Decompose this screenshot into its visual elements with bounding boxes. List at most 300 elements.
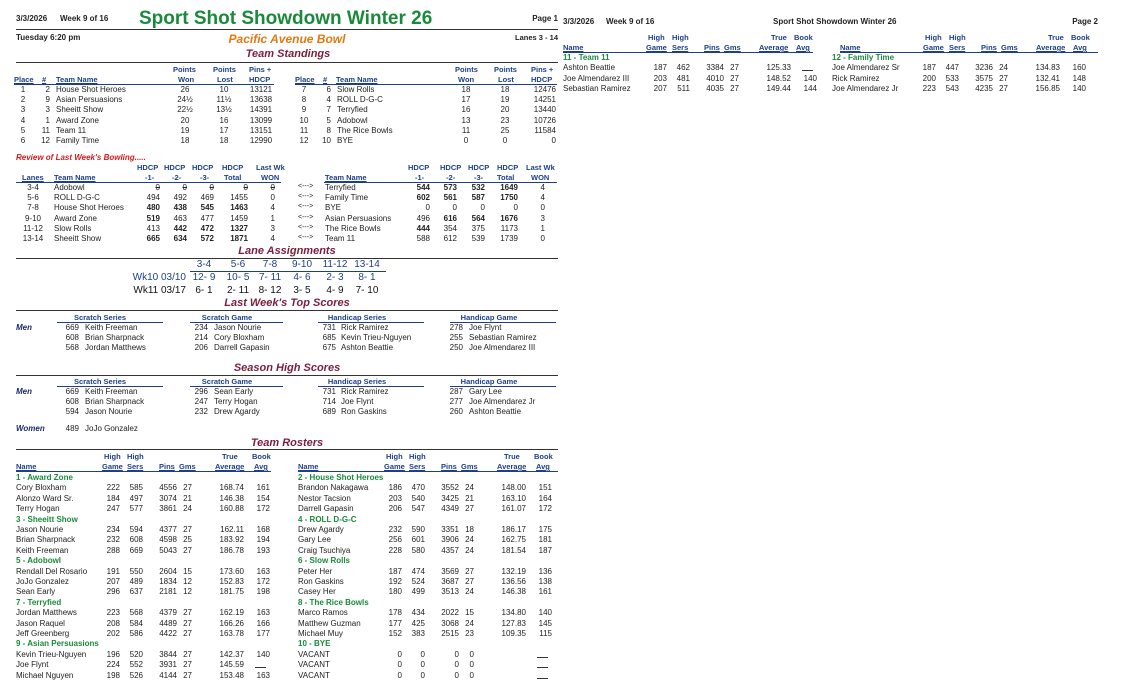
top-score-value: 568 [65,343,79,353]
review-score: 4 [270,234,275,243]
review-score: 4 [540,193,545,203]
lane-column-header: 11-12 [322,259,348,270]
col-header: High [104,452,121,461]
roster-high-game: 0 [397,649,402,659]
book-avg-blank [537,667,548,668]
review-team-name: Asian Persuasions [325,213,392,223]
lane-matchup: 7- 10 [355,285,379,296]
report-date: 3/3/2026 [563,17,595,26]
top-score-bowler: Joe Almendarez III [469,343,536,353]
roster-book-avg: 187 [538,545,552,555]
standing-points-won: 11 [461,125,471,135]
roster-games: 21 [465,493,474,503]
roster-pins: 3861 [159,504,177,514]
roster-average: 163.78 [219,629,244,638]
roster-high-game: 288 [106,545,120,555]
col-header: Pins [441,462,457,471]
col-header: High [949,33,966,42]
report-date: 3/3/2026 [16,14,48,23]
col-header: Gms [724,43,741,52]
roster-pins: 4235 [975,84,993,94]
roster-average: 132.19 [501,566,526,576]
score-column-header: Scratch Series [73,313,127,322]
col-header: -3- [474,173,484,182]
col-header: High [925,33,942,42]
score-column-header: Handicap Series [327,313,387,322]
roster-book-avg: 140 [1072,84,1086,94]
roster-high-game: 228 [388,545,402,555]
roster-average: 166.26 [219,618,244,628]
col-header: Average [1036,43,1066,52]
roster-pins: 3906 [441,535,459,545]
top-score-bowler: Rick Ramirez [341,387,389,396]
review-score: 1750 [500,193,518,203]
review-score: 588 [416,234,430,243]
roster-team-name: 9 - Asian Persuasions [16,639,99,649]
top-score-bowler: Joe Flynt [341,397,374,407]
review-score: 438 [173,203,187,213]
col-header: Name [840,43,861,52]
roster-games: 18 [465,525,474,534]
col-header: True [222,452,238,461]
standing-pins-hdcp: 14251 [533,95,556,105]
roster-pins: 4422 [159,629,177,638]
roster-bowler-name: Gary Lee [298,535,331,545]
roster-high-game: 206 [388,504,402,514]
col-header: Lost [217,75,233,84]
col-header: Place [295,75,315,84]
lane-matchup: 4- 9 [326,285,344,296]
men-label: Men [16,387,32,396]
roster-high-series: 499 [411,587,425,597]
roster-pins: 3687 [441,577,459,586]
col-header: Lanes [22,173,44,182]
roster-high-game: 196 [106,649,120,659]
book-avg-blank [802,70,813,71]
lane-column-header: 3-4 [196,259,212,270]
review-score: 1 [270,213,275,223]
roster-pins: 4489 [159,618,177,628]
roster-high-game: 152 [388,629,402,638]
roster-pins: 0 [454,670,459,680]
page-number: Page 1 [532,14,558,23]
top-score-bowler: Gary Lee [469,387,502,396]
review-score: 496 [416,213,430,223]
roster-bowler-name: VACANT [298,660,330,670]
roster-average: 186.17 [501,525,526,534]
roster-high-series: 590 [411,525,425,534]
roster-games: 27 [465,577,474,586]
review-score: 0 [452,203,457,213]
standing-team-name: BYE [337,136,354,145]
review-lanes: 11-12 [23,223,43,233]
roster-bowler-name: Keith Freeman [16,545,69,555]
lane-matchup: 8- 12 [258,285,282,296]
review-score: 375 [471,223,485,233]
roster-bowler-name: Drew Agardy [298,525,344,534]
standing-pins-hdcp: 12476 [533,85,556,94]
col-header: Avg [796,43,810,52]
col-header: High [672,33,689,42]
review-score: 1676 [500,213,518,223]
roster-bowler-name: Sean Early [16,587,56,597]
top-score-value: 608 [65,397,79,407]
standing-pins-hdcp: 13638 [249,95,273,105]
roster-bowler-name: Joe Almendarez Sr [832,63,900,73]
versus-arrow: <---> [298,193,314,201]
roster-average: 146.38 [501,587,526,597]
col-header: Team Name [336,75,378,84]
top-score-value: 489 [65,424,79,433]
roster-high-game: 191 [106,566,120,576]
roster-average: 152.83 [219,577,244,586]
roster-book-avg: 163 [256,670,270,680]
roster-high-series: 594 [129,525,143,534]
roster-average: 109.35 [501,629,526,638]
col-header: HDCP [249,75,271,84]
roster-high-series: 550 [129,566,143,576]
review-score: 463 [173,213,187,223]
roster-games: 27 [999,73,1008,83]
col-header: -1- [415,173,425,182]
review-lanes: 13-14 [22,234,44,243]
col-header: WON [261,173,280,182]
col-header: Book [1071,33,1090,42]
top-score-bowler: Kevin Trieu-Nguyen [341,333,412,343]
col-header: Place [14,75,34,84]
col-header: HDCP [531,75,553,84]
standing-pins-hdcp: 0 [551,136,556,145]
col-header: Pins + [249,65,272,74]
roster-high-game: 177 [388,618,402,628]
roster-high-game: 232 [388,525,402,534]
roster-pins: 4357 [441,545,459,555]
col-header: -3- [200,173,210,182]
col-header: Game [384,462,405,471]
review-score: 0 [155,183,160,192]
roster-high-game: 223 [106,608,120,618]
section-title-review: Review of Last Week's Bowling..... [16,153,146,162]
col-header: High [648,33,665,42]
top-score-value: 296 [194,387,208,396]
top-score-bowler: Ashton Beattie [341,343,394,353]
standing-number: 10 [322,136,331,145]
col-header: WON [531,173,550,182]
roster-bowler-name: Joe Flynt [16,660,49,670]
page-title: Sport Shot Showdown Winter 26 [773,17,897,26]
roster-high-game: 203 [653,73,667,83]
divider [450,386,556,387]
col-header: True [1048,33,1064,42]
roster-book-avg: 193 [256,545,270,555]
standing-team-name: House Shot Heroes [56,85,126,94]
book-avg-blank [537,678,548,679]
col-header: Average [497,462,527,471]
roster-book-avg: 163 [256,566,270,576]
standing-points-won: 24½ [177,95,193,105]
top-score-value: 255 [449,333,463,343]
roster-average: 145.59 [219,660,244,670]
roster-book-avg: 148 [1072,73,1086,83]
roster-average: 153.48 [219,670,244,680]
roster-bowler-name: Sebastian Ramirez [563,84,631,94]
col-header: HDCP [137,163,159,172]
roster-games: 24 [465,535,474,545]
col-header: Team Name [54,173,96,182]
col-header: Gms [179,462,196,471]
standing-number: 2 [45,85,50,94]
standing-place: 3 [20,105,26,115]
versus-arrow: <---> [298,203,314,211]
review-team-name: Award Zone [54,213,97,223]
book-avg-blank [537,657,548,658]
roster-book-avg: 161 [538,587,552,597]
roster-high-series: 580 [411,545,425,555]
roster-high-series: 552 [129,660,143,670]
score-column-header: Scratch Series [73,377,127,386]
review-score: 0 [209,183,214,192]
week-label: Week 9 of 16 [60,14,109,23]
review-lanes: 7-8 [27,203,39,213]
roster-bowler-name: Joe Almendarez Jr [832,84,899,94]
col-header: Pins [159,462,175,471]
roster-bowler-name: JoJo Gonzalez [16,577,69,586]
roster-average: 181.75 [219,587,244,597]
col-header: Points [455,65,478,74]
standing-points-won: 18 [180,136,190,145]
review-team-name: Slow Rolls [54,223,92,233]
standing-points-lost: 18 [219,136,229,145]
roster-average: 149.44 [766,84,791,94]
review-score: 587 [471,193,485,203]
review-score: 480 [146,203,160,213]
score-column-header: Scratch Game [201,377,253,386]
roster-average: 125.33 [766,63,791,73]
review-score: 1173 [500,223,518,233]
roster-high-series: 470 [411,483,425,493]
standing-points-lost: 23 [500,115,510,125]
roster-games: 15 [465,608,474,618]
roster-high-game: 184 [106,493,120,503]
top-score-bowler: Sebastian Ramirez [469,333,537,343]
col-header: Book [534,452,553,461]
roster-team-name: 1 - Award Zone [16,473,73,482]
roster-high-game: 232 [106,535,120,545]
roster-games: 27 [465,504,474,514]
roster-high-game: 207 [106,577,120,586]
top-score-value: 685 [322,333,336,343]
roster-book-avg: 172 [538,504,552,514]
standing-team-name: Adobowl [337,115,368,125]
roster-high-series: 425 [411,618,425,628]
review-score: 572 [200,234,214,243]
review-lanes: 3-4 [27,183,39,192]
roster-book-avg: 168 [256,525,270,534]
section-title-season_high: Season High Scores [233,362,341,374]
roster-pins: 4377 [159,525,177,534]
roster-pins: 3569 [441,566,459,576]
col-header: Book [794,33,813,42]
col-header: Pins + [531,65,554,74]
page-number: Page 2 [1072,17,1098,26]
roster-bowler-name: Nestor Tacsion [298,493,351,503]
location-name: Pacific Avenue Bowl [228,32,346,46]
roster-team-name: 12 - Family Time [832,53,895,62]
col-header: Book [252,452,271,461]
roster-games: 24 [465,587,474,597]
standing-team-name: Slow Rolls [337,85,375,94]
col-header: Team Name [325,173,367,182]
review-score: 4 [540,183,545,192]
roster-bowler-name: Darrell Gapasin [298,504,354,514]
top-score-value: 206 [194,343,208,353]
roster-pins: 3236 [975,63,993,73]
roster-high-series: 608 [129,535,143,545]
col-header: Sers [672,43,689,52]
roster-book-avg: 177 [256,629,270,638]
lane-matchup: 8- 1 [358,272,376,283]
roster-book-avg: 181 [538,535,552,545]
top-score-bowler: Ashton Beattie [469,407,522,417]
roster-book-avg: 172 [256,504,270,514]
roster-games: 12 [183,587,192,597]
divider [324,182,557,183]
top-score-value: 287 [449,387,463,396]
col-header: Team Name [56,75,98,84]
roster-high-game: 187 [922,63,936,73]
roster-average: 146.38 [219,493,244,503]
roster-games: 0 [469,649,474,659]
col-header: Name [16,462,37,471]
roster-bowler-name: Peter Her [298,566,333,576]
roster-games: 27 [183,660,192,670]
top-score-bowler: Ron Gaskins [341,407,387,417]
review-score: 444 [416,223,430,233]
lane-column-header: 9-10 [291,259,312,270]
standing-points-lost: 10 [219,85,229,94]
roster-bowler-name: Alonzo Ward Sr. [16,493,74,503]
standing-number: 7 [326,105,331,115]
col-header: Average [215,462,245,471]
review-score: 1327 [230,223,248,233]
review-team-name: Adobowl [54,183,85,192]
roster-high-game: 180 [388,587,402,597]
lanes-range: Lanes 3 - 14 [515,33,558,42]
roster-high-series: 547 [411,504,425,514]
roster-high-series: 526 [129,670,143,680]
review-team-name: House Shot Heroes [54,203,124,213]
roster-book-avg: 154 [256,493,270,503]
roster-bowler-name: VACANT [298,649,330,659]
roster-book-avg: 140 [803,73,817,83]
roster-high-series: 447 [945,63,959,73]
top-score-value: 278 [449,323,463,332]
lane-matchup: 7- 11 [258,272,282,283]
roster-high-game: 208 [106,618,120,628]
col-header: Name [298,462,319,471]
roster-book-avg: 175 [538,525,552,534]
roster-bowler-name: Michael Muy [298,629,343,638]
col-header: Avg [254,462,268,471]
roster-pins: 3351 [441,525,459,534]
roster-games: 27 [465,566,474,576]
roster-average: 168.74 [219,483,244,493]
roster-pins: 3575 [975,73,993,83]
section-title-lane-assignments: Lane Assignments [238,245,336,257]
review-score: 1463 [230,203,248,213]
roster-average: 156.85 [1035,84,1060,94]
roster-book-avg: 194 [256,535,270,545]
versus-arrow: <---> [298,234,314,241]
roster-high-series: 481 [676,73,690,83]
roster-high-game: 296 [106,587,120,597]
top-score-bowler: Joe Flynt [469,323,502,332]
top-score-value: 247 [194,397,208,407]
top-score-value: 731 [322,323,336,332]
standing-team-name: Sheeitt Show [56,105,104,115]
top-score-bowler: Drew Agardy [214,407,260,417]
review-score: 472 [200,223,214,233]
top-score-bowler: Terry Hogan [214,397,258,407]
roster-average: 181.54 [501,545,526,555]
roster-bowler-name: Matthew Guzman [298,618,361,628]
standing-points-won: 22½ [177,105,193,115]
roster-bowler-name: VACANT [298,670,330,680]
lane-matchup: 6- 1 [195,285,213,296]
review-score: 1459 [230,213,248,223]
roster-book-avg: 161 [256,483,270,493]
roster-high-series: 601 [411,535,425,545]
roster-high-series: 462 [676,63,690,73]
roster-games: 24 [999,63,1008,73]
roster-book-avg: 164 [538,493,552,503]
roster-high-series: 637 [129,587,143,597]
standing-points-lost: 19 [500,95,510,105]
roster-pins: 4379 [159,608,177,618]
review-score: 634 [173,234,187,243]
roster-book-avg: 138 [538,577,552,586]
roster-high-game: 0 [397,660,402,670]
review-score: 4 [270,203,275,213]
roster-team-name: 2 - House Shot Heroes [298,473,384,482]
divider [16,29,558,30]
review-score: 612 [443,234,457,243]
standing-number: 8 [326,125,331,135]
roster-games: 24 [465,545,474,555]
roster-high-series: 489 [129,577,143,586]
col-header: Total [224,173,242,182]
roster-average: 160.88 [219,504,244,514]
roster-team-name: 3 - Sheeitt Show [16,514,78,524]
roster-average: 186.78 [219,545,244,555]
lane-column-header: 5-6 [230,259,246,270]
col-header: High [386,452,403,461]
divider [16,375,558,376]
top-score-value: 277 [449,397,463,407]
roster-bowler-name: Joe Almendarez III [563,73,630,83]
versus-arrow: <---> [298,213,314,221]
divider [16,471,271,472]
review-score: 519 [146,213,160,223]
roster-high-series: 383 [411,629,425,638]
roster-bowler-name: Terry Hogan [16,504,60,514]
col-header: HDCP [468,163,490,172]
roster-book-avg: 145 [538,618,552,628]
roster-games: 27 [730,73,739,83]
review-score: 469 [200,193,214,203]
top-score-value: 689 [322,407,336,417]
roster-high-series: 0 [420,660,425,670]
